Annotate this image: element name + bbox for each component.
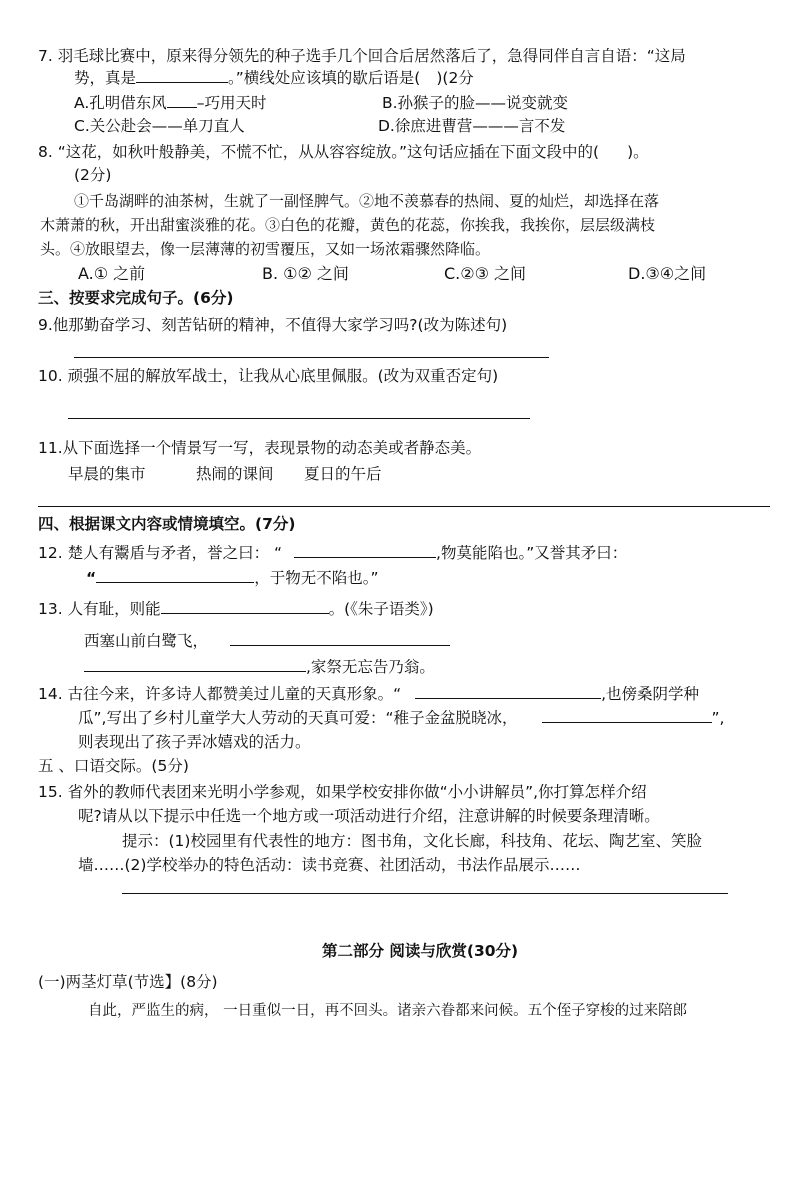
q7-answer-blank[interactable] xyxy=(136,66,228,83)
q11-answer-line[interactable] xyxy=(38,506,770,507)
q14-line3: 则表现出了孩子弄冰嬉戏的活力。 xyxy=(78,733,311,751)
q12-line2 xyxy=(86,566,378,590)
q8-passage-line2: 木萧萧的秋，开出甜蜜淡雅的花。③白色的花瓣，黄色的花蕊，你挨我，我挨你，层层级满枝 xyxy=(40,216,656,234)
q13-stem: 13. 人有耻，则能 xyxy=(38,600,161,618)
q12-blank-1[interactable] xyxy=(294,541,436,558)
q8-option-d: D.③④之间 xyxy=(628,264,707,283)
q7-points: )(2分 xyxy=(436,69,474,87)
q13-blank[interactable] xyxy=(161,597,329,614)
poem-line1 xyxy=(84,629,450,653)
q12-stem: 12. 楚人有鬻盾与矛者，誉之曰： “ xyxy=(38,544,283,562)
section-5-title: 五 、口语交际。(5分) xyxy=(38,757,189,775)
section-4-title: 四、根据课文内容或情境填空。(7分) xyxy=(38,515,296,533)
q7-option-c: C.关公赴会——单刀直人 xyxy=(74,117,245,135)
q15-answer-line[interactable] xyxy=(122,893,728,894)
q12-line1 xyxy=(38,541,627,565)
q8-stem-end: )。 xyxy=(627,143,649,161)
q12-blank-2[interactable] xyxy=(96,566,254,583)
q15-line2: 呢?请从以下提示中任选一个地方或一项活动进行介绍，注意讲解的时候要条理清晰。 xyxy=(78,807,660,825)
q7-line2 xyxy=(74,66,474,90)
q8-option-a: A.① 之前 xyxy=(78,264,146,283)
q14-stem-mid: ,也傍桑阴学种 xyxy=(601,685,700,703)
q14-stem: 14. 古往今来，许多诗人都赞美过儿童的天真形象。“ xyxy=(38,685,402,703)
passage-1-text: 自此，严监生的病， 一日重似一日，再不回头。诸亲六眷都来问候。五个侄子穿梭的过来陪郎 xyxy=(88,1003,688,1019)
q9-text: 9.他那勤奋学习、刻苦钻研的精神，不值得大家学习吗?(改为陈述句) xyxy=(38,316,508,334)
poem-blank-2[interactable] xyxy=(84,655,306,672)
q7-stem-mid: 。”横线处应该填的歇后语是( xyxy=(228,69,421,87)
q7-line1: 7. 羽毛球比赛中，原来得分领先的种子选手几个回合后居然落后了，急得同伴自言自语：“这局 xyxy=(38,47,686,65)
q7-option-d: D.徐庶进曹营———言不发 xyxy=(378,117,566,135)
q14-stem-2: 瓜”,写出了乡村儿童学大人劳动的天真可爱：“稚子金盆脱晓冰， xyxy=(78,709,518,727)
q14-line1 xyxy=(38,682,699,706)
q12-stem-mid: ,物莫能陷也。”又誉其矛曰： xyxy=(436,544,628,562)
section-3-title: 三、按要求完成句子。(6分) xyxy=(38,289,234,307)
q15-hint-line1: 提示：(1)校园里有代表性的地方：图书角，文化长廊，科技角、花坛、陶艺室、笑脸 xyxy=(122,832,702,850)
q14-line2 xyxy=(78,706,724,730)
poem-line1-text: 西塞山前白鹭飞， xyxy=(84,632,209,650)
q7-option-a-dash xyxy=(167,93,197,108)
q7-stem-start: 势，真是 xyxy=(74,69,137,87)
q7-option-a-text: A.孔明借东风 xyxy=(74,94,167,112)
q12-stem-end: ，于物无不陷也。” xyxy=(254,569,379,587)
q11-scene-2: 热闹的课间 xyxy=(196,465,274,483)
q8-stem: 8. “这花，如秋叶般静美，不慌不忙，从从容容绽放。”这句话应插在下面文段中的( xyxy=(38,143,600,161)
q8-option-b: B. ①② 之间 xyxy=(262,264,349,283)
q11-scene-1: 早晨的集市 xyxy=(68,465,146,483)
q14-blank-1[interactable] xyxy=(415,682,601,699)
q8-option-c: C.②③ 之间 xyxy=(444,264,527,283)
poem-line2 xyxy=(84,655,435,679)
q8-passage-line3: 头。④放眼望去，像一层薄薄的初雪覆压，又如一场浓霜骤然降临。 xyxy=(40,240,491,258)
q15-line1: 15. 省外的教师代表团来光明小学参观，如果学校安排你做“小小讲解员”,你打算怎样介绍 xyxy=(38,783,647,801)
q14-blank-2[interactable] xyxy=(542,706,712,723)
q13-source: 。(《朱子语类》) xyxy=(328,600,434,618)
passage-1-heading: (一)两茎灯草(节选】(8分) xyxy=(38,973,218,991)
q8-line1 xyxy=(38,140,649,164)
q15-hint-line2: 墙……(2)学校举办的特色活动：读书竞赛、社团活动，书法作品展示…… xyxy=(78,856,581,874)
q7-option-a xyxy=(74,91,267,115)
q8-passage-line1: ①千岛湖畔的油茶树，生就了一副怪脾气。②地不羡慕春的热闹、夏的灿烂，却选择在落 xyxy=(74,192,660,210)
q13-line xyxy=(38,597,434,621)
poem-blank-1[interactable] xyxy=(230,629,450,646)
q7-option-a-tail: –巧用天时 xyxy=(196,94,267,112)
q11-text: 11.从下面选择一个情景写一写，表现景物的动态美或者静态美。 xyxy=(38,439,482,457)
poem-line2-text: ,家祭无忘告乃翁。 xyxy=(306,658,435,676)
q8-points: (2分) xyxy=(74,166,112,184)
q7-option-b: B.孙猴子的脸——说变就变 xyxy=(382,94,569,112)
part-2-title: 第二部分 阅读与欣赏(30分) xyxy=(322,942,519,960)
q12-quote-mark: “ xyxy=(86,569,97,587)
q9-answer-line[interactable] xyxy=(74,357,549,358)
q11-scene-3: 夏日的午后 xyxy=(304,465,382,483)
q10-answer-line[interactable] xyxy=(68,418,530,419)
q10-text: 10. 顽强不屈的解放军战士，让我从心底里佩服。(改为双重否定句) xyxy=(38,367,499,385)
q14-stem-end: ”, xyxy=(711,709,725,727)
